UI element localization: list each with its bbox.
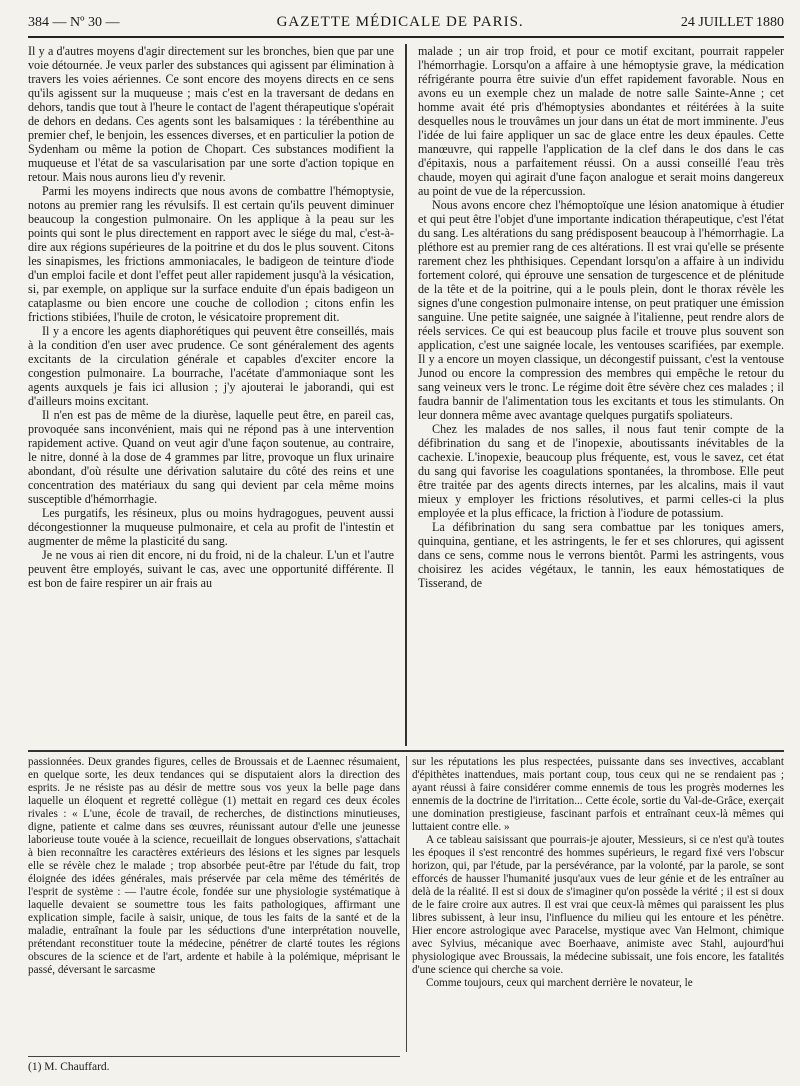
paragraph: passionnées. Deux grandes figures, celles de Broussais et de Laennec résumaient, en quelque sorte, les deux tendances qui se disputaient alors la direction des esprits. Je ne résiste pas au désir de mettre sous vos yeux la belle page dans laquelle un éloquent et regretté collègue (1) mettait en regard ces deux écoles rivales : « L'une, école de travail, de recherches, de distinctions minutieuses, digne, patiente et calme dans ses œuvres, réunissant autour d'elle une jeunesse laborieuse toute vouée à la science, recueillait de longues observations, s'attachait à bien reconnaître les caractères extérieurs des lésions et les signes par lesquels elle se révèle chez le malade ; trop absorbée peut-être par l'étude du fait, trop éloignée des idées générales, mais préservée par cela même des témérités de l'esprit de système : — l'autre école, fondée sur une physiologie systématique à laquelle devaient se soumettre tous les faits pathologiques, affirmant une explication simple, facile à saisir, unique, de tous les faits de la santé et de la maladie, entraînant la foule par les séductions d'une interprétation nouvelle, prétendant reconstituer toute la médecine, pénétrer de clarté toutes les régions obscures de la science et de l'art, ardente et habile à la polémique, méprisant le passé, déversant le sarcasme xyxy=(28,756,400,976)
paragraph: malade ; un air trop froid, et pour ce motif excitant, pourrait rappeler l'hémorrhagie. Lorsqu'on a affaire à une hémoptysie grave, la médication réfrigérante pourra être suivie d'un effet rapidement favorable. Nous en avons eu un exemple chez un malade de notre salle Sainte-Anne ; cet homme avait été pris d'hémoptysies abondantes et réitérées à la suite desquelles nous le trouvâmes un jour dans un état de mort imminente. J'eus l'idée de lui faire appliquer un sac de glace entre les deux épaules. Cette manœuvre, qui rappelle l'application de la clef dans le dos dans le cas d'épitaxis, nous a parfaitement réussi. On a aussi conseillé l'eau très chaude, moyen qui agirait d'une façon analogue et serait moins dangereux au point de vue de la répercussion. xyxy=(418,44,784,198)
issue-date: 24 JUILLET 1880 xyxy=(680,15,784,30)
paragraph: A ce tableau saisissant que pourrais-je ajouter, Messieurs, si ce n'est qu'à toutes les époques il s'est rencontré des hommes supérieurs, le regard fixé vers l'obscur horizon, qui, par l'étude, par la persévérance, par la volonté, par la parole, se sont efforcés de hausser l'humanité jusqu'aux vues de leur génie et de les entraîner au delà de la réalité. Il est si doux de s'imaginer qu'on possède la vérité ; il est si doux de le faire croire aux autres. Il est vrai que ceux-là mêmes qui paraissent les plus libres subissent, à leur insu, l'influence du milieu qui les entoure et les pénètre. Hier encore astrologique avec Paracelse, mystique avec Van Helmont, chimique avec Sylvius, mécanique avec Boerhaave, animiste avec Stahl, aujourd'hui physiologique avec Broussais, la médecine subissait, une fois encore, les fatalités d'une science qui cherche sa voie. xyxy=(412,834,784,976)
newspaper-page xyxy=(28,14,784,1076)
paragraph: Il y a encore les agents diaphorétiques qui peuvent être conseillés, mais à la condition d'en user avec prudence. Ce sont généralement des agents excitants de la circulation générale et capables d'exciter encore la congestion pulmonaire. La bourrache, l'acétate d'ammoniaque sont les agents auxquels je fais ici allusion ; j'y ajouterai le jaborandi, qui est d'ailleurs moins excitant. xyxy=(28,324,394,408)
page-number: 384 — Nº 30 — xyxy=(28,15,120,30)
paragraph: sur les réputations les plus respectées, puissante dans ses invectives, accablant d'épithètes inattendues, mais portant coup, tous ceux qui ne se rendaient pas ; ayant réussi à faire considérer comme ennemis de tous les progrès modernes les ennemis de la doctrine de l'irritation... Cette école, sortie du Val-de-Grâce, exerçait une domination prestigieuse, fascinant parfois et entraînant ceux-là mêmes qui luttaient contre elle. » xyxy=(412,756,784,833)
column-divider xyxy=(405,44,407,746)
paragraph: Les purgatifs, les résineux, plus ou moins hydragogues, peuvent aussi décongestionner la muqueuse pulmonaire, et cela au profit de l'intestin et augmenter de même la plasticité du sang. xyxy=(28,506,394,548)
paragraph: Il n'en est pas de même de la diurèse, laquelle peut être, en pareil cas, provoquée sans inconvénient, mais qui ne répond pas à une intervention rapidement active. Quand on veut agir d'une façon soutenue, au contraire, le nitre, donné à la dose de 4 grammes par litre, provoque un flux urinaire abondant, d'où résulte une dérivation salutaire du côté des reins et une concentration des matériaux du sang qui devient par cela même moins susceptible d'hémorrhagie. xyxy=(28,408,394,506)
paragraph: Il y a d'autres moyens d'agir directement sur les bronches, bien que par une voie détournée. Je veux parler des substances qui agissent par élimination à travers les voies aériennes. Ce sont encore des moyens directs en ce sens qu'ils agissent sur la muqueuse ; mais c'est en la traversant de dedans en dehors, tandis que tout à l'heure le contact de l'agent thérapeutique s'opérait de dehors en dedans. Ces agents sont les balsamiques : la térébenthine au premier chef, le benjoin, les essences diverses, et en particulier la potion de Sydenham ou même la potion de Chopart. Ces substances modifient la muqueuse et l'état de sa vascularisation par une sorte d'action topique en retour. Mais nous aurons lieu d'y revenir. xyxy=(28,44,394,184)
upper-left-column xyxy=(28,44,394,746)
footnote: (1) M. Chauffard. xyxy=(28,1056,400,1073)
article-upper-section xyxy=(28,44,784,746)
paragraph: Nous avons encore chez l'hémoptoïque une lésion anatomique à étudier et qui peut être l'objet d'une importante indication thérapeutique, c'est l'état du sang. Les altérations du sang prédisposent beaucoup à l'hémorrhagie. La pléthore est au premier rang de ces altérations. Il est vrai qu'elle se présente rarement chez les phthisiques. Cependant lorsqu'on a affaire à un individu fortement coloré, qui éprouve une sensation de turgescence et de plénitude de la tête et de la poitrine, qui a le pouls plein, dont le thorax révèle les signes d'une congestion pulmonaire intense, on peut pratiquer une émission sanguine. Une petite saignée, une saignée à l'italienne, peut rendre alors de réels services. Ce qui est beaucoup plus facile et trouve plus souvent son application, c'est une saignée locale, les ventouses scarifiées, par exemple. Il y a encore un moyen classique, un décongestif puissant, c'est la ventouse Junod ou encore la compression des membres qui empêche le retour du sang veineux vers le tronc. Le régime doit être sévère chez ces malades ; il faudra bannir de l'alimentation tous les excitants et tous les stimulants. On leur donnera même avec avantage quelques purgatifs spoliateurs. xyxy=(418,198,784,422)
paragraph: Je ne vous ai rien dit encore, ni du froid, ni de la chaleur. L'un et l'autre peuvent être employés, suivant le cas, avec une opportunité différente. Il est bon de faire respirer un air frais au xyxy=(28,548,394,590)
paragraph: La défibrination du sang sera combattue par les toniques amers, quinquina, gentiane, et les astringents, le fer et ses chlorures, qui agissent dans ce sens, comme nous le verrons bientôt. Parmi les astringents, vous choisirez les acides végétaux, le tannin, les eaux hémostatiques de Tisserand, de xyxy=(418,520,784,590)
paragraph: Chez les malades de nos salles, il nous faut tenir compte de la défibrination du sang et de l'inopexie, aboutissants inévitables de la cachexie. L'inopexie, beaucoup plus fréquente, est, vous le savez, cet état du sang qui favorise les coagulations spontanées, la thrombose. Elle peut être traitée par des agents directs internes, par les alcalins, mais il vaut mieux y employer les frictions résolutives, et parmi celles-ci la plus employée et la plus efficace, la friction à l'iodure de potassium. xyxy=(418,422,784,520)
paragraph: Parmi les moyens indirects que nous avons de combattre l'hémoptysie, notons au premier rang les révulsifs. Il est certain qu'ils peuvent diminuer beaucoup la congestion pulmonaire. On les applique à la peau sur les points qui sont le plus directement en rapport avec le siége du mal, c'est-à-dire aux régions supérieures de la poitrine et du dos le plus souvent. Citons les sinapismes, les frictions ammoniacales, le badigeon de teinture d'iode d'un emploi facile et dont l'effet peut aller rapidement jusqu'à la vésication, si, par exemple, on applique sur la surface enduite d'un épais badigeon un cataplasme ou bien encore une couche de collodion ; citons enfin les frictions stibiées, l'huile de croton, le vésicatoire proprement dit. xyxy=(28,184,394,324)
page-header xyxy=(28,14,784,38)
column-divider xyxy=(406,756,407,1052)
lower-right-column xyxy=(412,756,784,1052)
lower-left-column xyxy=(28,756,400,1052)
feuilleton-section xyxy=(28,756,784,1052)
feuilleton-divider xyxy=(28,750,784,752)
upper-right-column xyxy=(418,44,784,746)
journal-title: GAZETTE MÉDICALE DE PARIS. xyxy=(276,14,524,30)
paragraph: Comme toujours, ceux qui marchent derrière le novateur, le xyxy=(426,977,693,989)
